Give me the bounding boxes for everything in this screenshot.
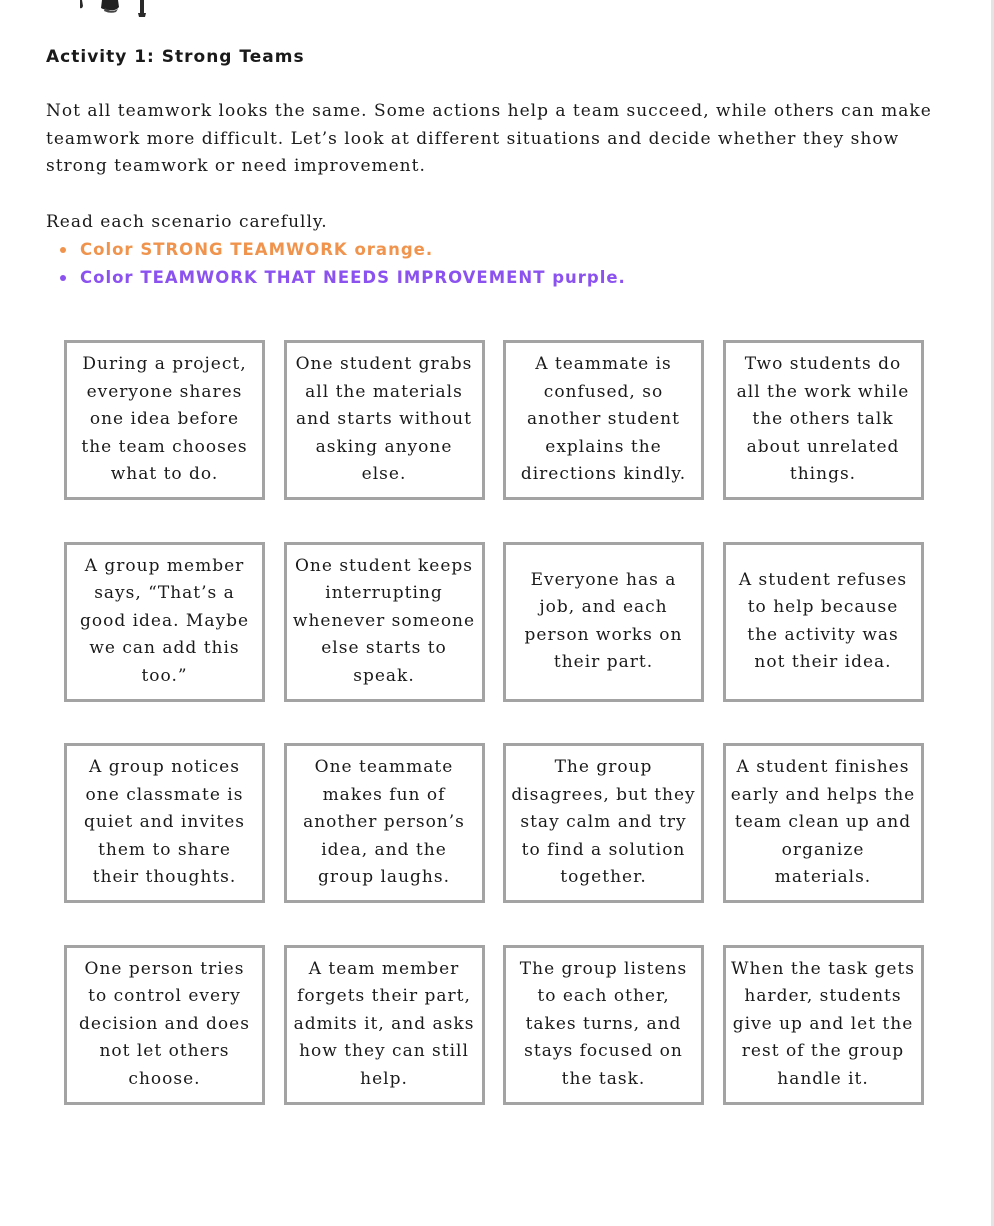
clipart-figures-fragment: [72, 0, 162, 18]
scenario-card[interactable]: [64, 542, 265, 702]
scenario-card[interactable]: [284, 743, 485, 903]
scenario-text: One student keeps interrupting whenever someone else starts to speak.: [292, 555, 476, 686]
bullet-dot-icon: [60, 275, 66, 281]
scenario-text: During a project, everyone shares one idea before the team chooses what to do.: [81, 354, 248, 485]
rule-orange: [60, 236, 946, 264]
scenario-text: Two students do all the work while the others talk about unrelated things.: [736, 354, 910, 485]
color-rules-list: [46, 236, 946, 292]
scenario-card[interactable]: [723, 743, 924, 903]
scenario-card[interactable]: [503, 340, 704, 500]
scenario-text: Everyone has a job, and each person works on their part.: [524, 569, 683, 672]
intro-paragraph: Not all teamwork looks the same. Some actions help a team succeed, while others can make teamwork more difficult. Let’s look at different situations and decide whether they show strong teamwork or need improvement.: [46, 101, 932, 176]
scenario-card[interactable]: [64, 340, 265, 500]
bullet-dot-icon: [60, 247, 66, 253]
scenario-text: One teammate makes fun of another person’s idea, and the group laughs.: [303, 757, 465, 888]
scenario-text: The group disagrees, but they stay calm and try to find a solution together.: [511, 757, 696, 888]
scenario-card[interactable]: [503, 743, 704, 903]
scenario-grid: [64, 340, 924, 1105]
scenario-card[interactable]: [284, 945, 485, 1105]
scenario-text: A group notices one classmate is quiet and invites them to share their thoughts.: [84, 757, 245, 888]
scenario-text: A teammate is confused, so another student explains the directions kindly.: [520, 354, 687, 485]
scenario-card[interactable]: [503, 542, 704, 702]
activity-title: Activity 1: Strong Teams: [46, 47, 305, 67]
instruction-text: Read each scenario carefully.: [46, 211, 328, 232]
scenario-text: The group listens to each other, takes turns, and stays focused on the task.: [519, 958, 688, 1089]
scenario-text: A student finishes early and helps the team clean up and organize materials.: [730, 757, 916, 888]
scenario-text: When the task gets harder, students give up and let the rest of the group handle it.: [731, 958, 915, 1089]
scenario-card[interactable]: [723, 945, 924, 1105]
scenario-text: A team member forgets their part, admits it, and asks how they can still help.: [293, 958, 475, 1089]
scenario-text: A group member says, “That’s a good idea. Maybe we can add this too.”: [79, 555, 250, 686]
scenario-card[interactable]: [723, 542, 924, 702]
rule-purple-text: Color TEAMWORK THAT NEEDS IMPROVEMENT purple.: [80, 268, 626, 287]
rule-orange-text: Color STRONG TEAMWORK orange.: [80, 240, 434, 259]
scenario-text: One student grabs all the materials and starts without asking anyone else.: [295, 354, 473, 485]
scenario-text: A student refuses to help because the activity was not their idea.: [738, 569, 908, 672]
scenario-card[interactable]: [723, 340, 924, 500]
scenario-card[interactable]: [64, 743, 265, 903]
scenario-card[interactable]: [284, 340, 485, 500]
scenario-text: One person tries to control every decision and does not let others choose.: [79, 958, 250, 1089]
rule-purple: [60, 264, 946, 292]
scenario-card[interactable]: [503, 945, 704, 1105]
scenario-card[interactable]: [64, 945, 265, 1105]
scenario-card[interactable]: [284, 542, 485, 702]
activity-section: [46, 44, 946, 292]
